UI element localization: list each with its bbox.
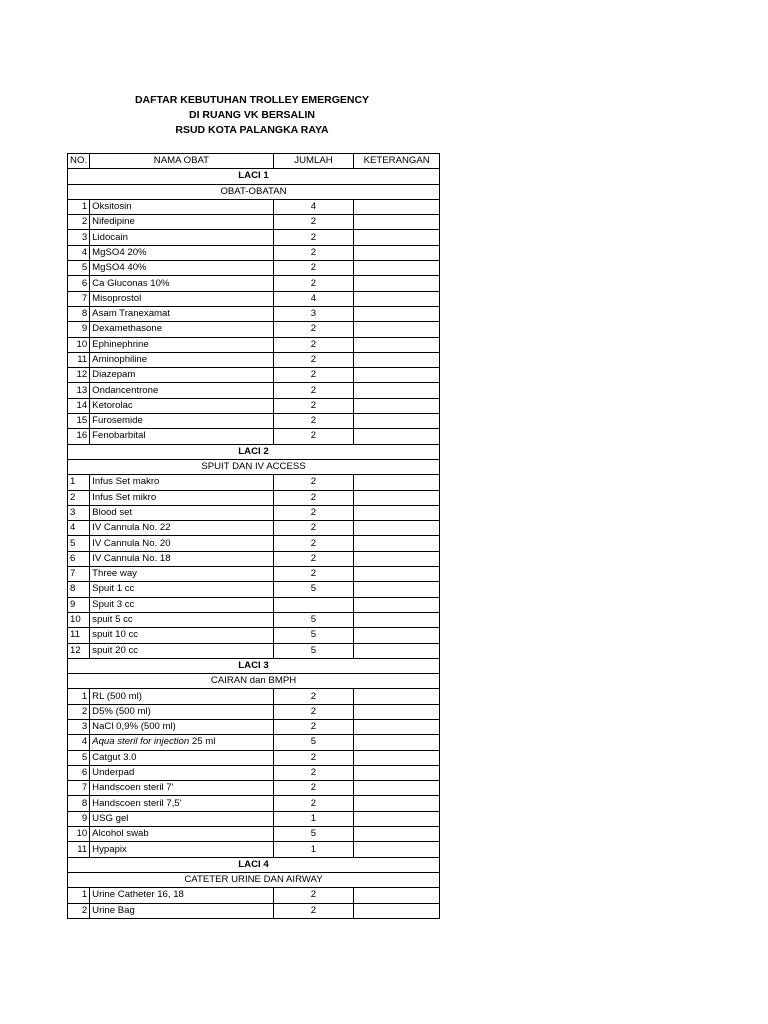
table-row [68,888,440,903]
section-row-laci [68,658,440,673]
cell-name: Asam Tranexamat [90,306,273,321]
cell-no: 6 [68,276,90,291]
cell-no: 3 [68,719,90,734]
cell-name: USG gel [90,811,273,826]
cell-no: 1 [68,689,90,704]
cell-name: MgSO4 40% [90,261,273,276]
table-row [68,628,440,643]
cell-name: RL (500 ml) [90,689,273,704]
table-row [68,612,440,627]
cell-ket [354,337,440,352]
cell-qty: 2 [273,796,354,811]
cell-ket [354,521,440,536]
section-group-label: SPUIT DAN IV ACCESS [68,459,440,474]
cell-name: IV Cannula No. 22 [90,521,273,536]
cell-no: 5 [68,536,90,551]
header-qty: JUMLAH [273,154,354,169]
cell-qty: 3 [273,306,354,321]
table-row [68,414,440,429]
cell-no: 11 [68,842,90,857]
cell-name: Ondancentrone [90,383,273,398]
cell-qty: 2 [273,750,354,765]
table-row [68,796,440,811]
cell-no: 4 [68,245,90,260]
cell-no: 2 [68,704,90,719]
table-row [68,582,440,597]
cell-no: 1 [68,199,90,214]
cell-name: Diazepam [90,368,273,383]
table-row [68,643,440,658]
title-line-1: DAFTAR KEBUTUHAN TROLLEY EMERGENCY [134,94,370,106]
section-row-group [68,184,440,199]
cell-name: Alcohol swab [90,827,273,842]
cell-ket [354,567,440,582]
table-row [68,750,440,765]
cell-qty: 2 [273,505,354,520]
cell-name: Underpad [90,765,273,780]
cell-qty: 1 [273,842,354,857]
cell-ket [354,352,440,367]
cell-ket [354,735,440,750]
cell-no: 15 [68,414,90,429]
table-row [68,291,440,306]
cell-ket [354,322,440,337]
cell-ket [354,475,440,490]
table-row [68,765,440,780]
cell-no: 4 [68,521,90,536]
cell-ket [354,505,440,520]
cell-name: Ephinephrine [90,337,273,352]
cell-no: 14 [68,398,90,413]
cell-name: Spuit 1 cc [90,582,273,597]
table-row [68,322,440,337]
cell-qty: 2 [273,352,354,367]
cell-ket [354,628,440,643]
section-row-group [68,872,440,887]
cell-no: 7 [68,781,90,796]
table-row [68,842,440,857]
cell-ket [354,383,440,398]
cell-ket [354,903,440,918]
table-row [68,199,440,214]
header-no: NO. [68,154,90,169]
cell-name: Furosemide [90,414,273,429]
cell-ket [354,689,440,704]
cell-no: 9 [68,811,90,826]
cell-no: 8 [68,582,90,597]
table-row [68,719,440,734]
cell-qty: 2 [273,567,354,582]
cell-no: 1 [68,888,90,903]
cell-ket [354,291,440,306]
section-row-laci [68,857,440,872]
cell-qty: 5 [273,582,354,597]
cell-name: Three way [90,567,273,582]
cell-qty: 5 [273,612,354,627]
table-row [68,383,440,398]
cell-name: Lidocain [90,230,273,245]
table-row [68,368,440,383]
cell-no: 6 [68,551,90,566]
cell-ket [354,842,440,857]
cell-qty: 5 [273,643,354,658]
cell-ket [354,765,440,780]
table-row [68,215,440,230]
cell-no: 9 [68,322,90,337]
table-row [68,276,440,291]
cell-name: Urine Bag [90,903,273,918]
cell-ket [354,215,440,230]
cell-ket [354,230,440,245]
cell-qty: 2 [273,551,354,566]
cell-ket [354,612,440,627]
table-row [68,781,440,796]
table-row [68,352,440,367]
cell-ket [354,704,440,719]
cell-no: 13 [68,383,90,398]
table-row [68,306,440,321]
cell-qty: 5 [273,827,354,842]
cell-qty: 2 [273,368,354,383]
cell-qty: 5 [273,628,354,643]
cell-ket [354,368,440,383]
title-line-3: RSUD KOTA PALANGKA RAYA [175,124,329,136]
cell-ket [354,796,440,811]
cell-qty: 5 [273,735,354,750]
table-row [68,704,440,719]
table-row [68,903,440,918]
cell-qty: 2 [273,245,354,260]
cell-ket [354,306,440,321]
cell-qty: 2 [273,765,354,780]
cell-qty: 4 [273,291,354,306]
cell-no: 10 [68,827,90,842]
cell-no: 3 [68,505,90,520]
cell-no: 5 [68,750,90,765]
section-row-laci [68,169,440,184]
table-row [68,551,440,566]
section-laci-label: LACI 1 [68,169,440,184]
cell-ket [354,536,440,551]
cell-name: D5% (500 ml) [90,704,273,719]
cell-no: 7 [68,567,90,582]
cell-ket [354,429,440,444]
section-group-label: CAIRAN dan BMPH [68,674,440,689]
section-laci-label: LACI 2 [68,444,440,459]
cell-qty: 2 [273,337,354,352]
cell-no: 12 [68,643,90,658]
table-row [68,475,440,490]
cell-no: 10 [68,337,90,352]
cell-ket [354,398,440,413]
cell-qty: 2 [273,521,354,536]
cell-name: spuit 5 cc [90,612,273,627]
cell-qty: 2 [273,536,354,551]
cell-ket [354,245,440,260]
cell-name-suffix: 25 ml [189,736,216,748]
header-ket: KETERANGAN [354,154,440,169]
cell-name: spuit 10 cc [90,628,273,643]
cell-name: Dexamethasone [90,322,273,337]
cell-qty: 2 [273,215,354,230]
cell-ket [354,888,440,903]
table-row [68,521,440,536]
cell-no: 3 [68,230,90,245]
cell-ket [354,719,440,734]
cell-name: Oksitosin [90,199,273,214]
cell-ket [354,643,440,658]
cell-qty: 2 [273,781,354,796]
section-group-label: CATETER URINE DAN AIRWAY [68,872,440,887]
cell-no: 7 [68,291,90,306]
cell-name: Hypapix [90,842,273,857]
cell-name: Fenobarbital [90,429,273,444]
cell-qty [273,597,354,612]
section-row-laci [68,444,440,459]
cell-name: IV Cannula No. 18 [90,551,273,566]
cell-qty: 2 [273,398,354,413]
cell-ket [354,414,440,429]
cell-qty: 2 [273,261,354,276]
table-row [68,827,440,842]
table-row [68,597,440,612]
cell-name: Handscoen steril 7' [90,781,273,796]
cell-no: 8 [68,306,90,321]
cell-name: Urine Catheter 16, 18 [90,888,273,903]
table-row [68,505,440,520]
cell-name [90,735,273,750]
table-row [68,536,440,551]
cell-qty: 2 [273,230,354,245]
table-row [68,398,440,413]
header-row [68,154,440,169]
table-row [68,261,440,276]
table-body [68,169,440,919]
cell-no: 6 [68,765,90,780]
cell-ket [354,811,440,826]
cell-qty: 2 [273,383,354,398]
cell-qty: 2 [273,475,354,490]
inventory-table [67,153,440,919]
cell-name: Blood set [90,505,273,520]
table-row [68,689,440,704]
cell-no: 5 [68,261,90,276]
cell-name: Catgut 3.0 [90,750,273,765]
cell-name: Aminophiline [90,352,273,367]
cell-qty: 1 [273,811,354,826]
cell-ket [354,582,440,597]
document-title [66,93,438,138]
cell-name: Nifedipine [90,215,273,230]
table-row [68,429,440,444]
cell-no: 16 [68,429,90,444]
table-row [68,567,440,582]
table-row [68,230,440,245]
cell-no: 11 [68,352,90,367]
cell-qty: 2 [273,322,354,337]
cell-no: 4 [68,735,90,750]
cell-qty: 2 [273,414,354,429]
cell-name: NaCl 0,9% (500 ml) [90,719,273,734]
title-line-2: DI RUANG VK BERSALIN [188,109,315,121]
cell-qty: 2 [273,719,354,734]
cell-name: Misoprostol [90,291,273,306]
table-row [68,811,440,826]
cell-no: 12 [68,368,90,383]
cell-no: 10 [68,612,90,627]
table-row [68,735,440,750]
cell-no: 2 [68,215,90,230]
cell-ket [354,261,440,276]
cell-name: Infus Set mikro [90,490,273,505]
cell-ket [354,551,440,566]
cell-qty: 2 [273,429,354,444]
cell-name: Ketorolac [90,398,273,413]
cell-name: spuit 20 cc [90,643,273,658]
header-name: NAMA OBAT [90,154,273,169]
cell-qty: 2 [273,490,354,505]
cell-name: MgSO4 20% [90,245,273,260]
section-row-group [68,459,440,474]
cell-no: 9 [68,597,90,612]
cell-qty: 2 [273,888,354,903]
cell-no: 1 [68,475,90,490]
cell-no: 2 [68,903,90,918]
cell-qty: 2 [273,276,354,291]
cell-ket [354,750,440,765]
cell-ket [354,597,440,612]
cell-ket [354,276,440,291]
cell-ket [354,490,440,505]
cell-ket [354,199,440,214]
table-row [68,490,440,505]
table-row [68,245,440,260]
cell-name: IV Cannula No. 20 [90,536,273,551]
cell-name: Handscoen steril 7,5' [90,796,273,811]
cell-qty: 2 [273,903,354,918]
section-group-label: OBAT-OBATAN [68,184,440,199]
cell-qty: 4 [273,199,354,214]
cell-qty: 2 [273,689,354,704]
cell-name: Spuit 3 cc [90,597,273,612]
cell-name-italic: Aqua steril for injection [92,736,190,748]
section-laci-label: LACI 3 [68,658,440,673]
cell-name: Infus Set makro [90,475,273,490]
cell-no: 8 [68,796,90,811]
cell-ket [354,781,440,796]
section-row-group [68,674,440,689]
cell-qty: 2 [273,704,354,719]
cell-no: 11 [68,628,90,643]
cell-no: 2 [68,490,90,505]
table-row [68,337,440,352]
section-laci-label: LACI 4 [68,857,440,872]
cell-name: Ca Gluconas 10% [90,276,273,291]
cell-ket [354,827,440,842]
